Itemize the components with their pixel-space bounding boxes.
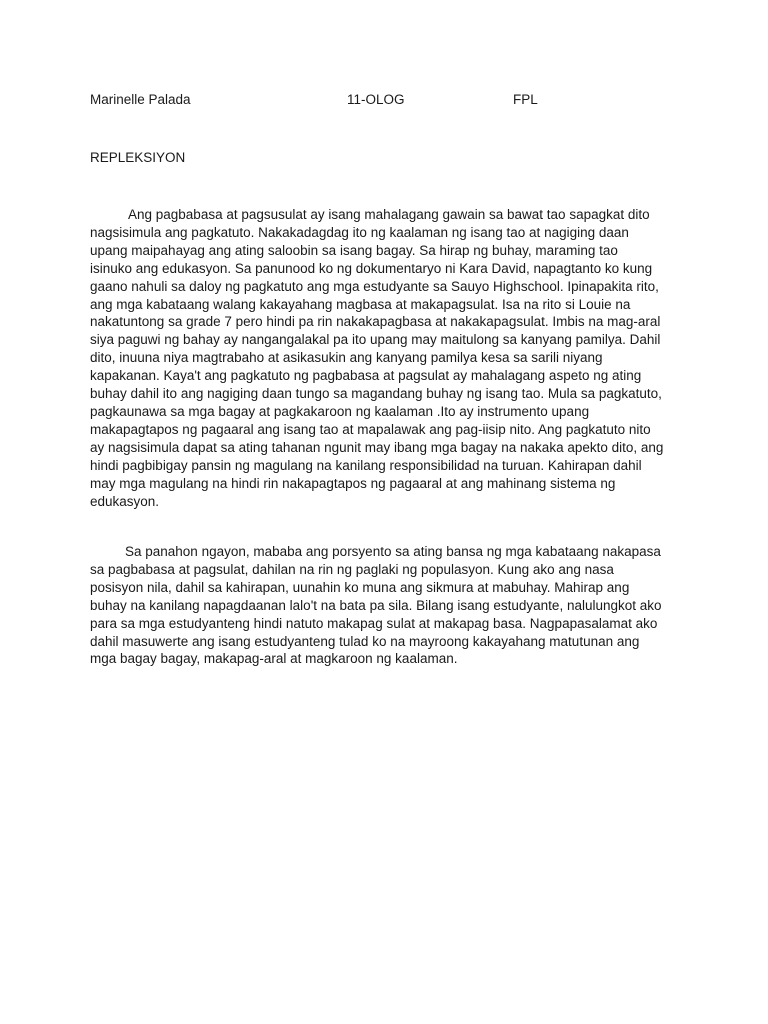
- paragraph-line: sa pagbabasa at pagsulat, dahilan na rin ng paglaki ng populasyon. Kung ako ang nasa: [90, 561, 614, 577]
- paragraph-line: dahil masuwerte ang isang estudyanteng tulad ko na mayroong kakayahang matutunan ang: [90, 633, 640, 649]
- paragraph-line: kapakanan. Kaya't ang pagkatuto ng pagbabasa at pagsulat ay mahalagang aspeto ng ating: [90, 368, 642, 384]
- paragraph-line: Sa panahon ngayon, mababa ang porsyento sa ating bansa ng mga kabataang nakapasa: [125, 544, 661, 559]
- document-header: [90, 92, 690, 110]
- student-name: Marinelle Palada: [90, 92, 191, 107]
- paragraph-line: dito, inuuna niya magtrabaho at asikasukin ang kanyang pamilya kesa sa sarili niyang: [90, 350, 603, 366]
- paragraph-line: buhay na kanilang napagdaanan lalo't na bata pa sila. Bilang isang estudyante, nalulungkot ako: [90, 597, 662, 613]
- paragraph-line: buhay dahil ito ang nagiging daan tungo sa magandang buhay ng isang tao. Mula sa pagkatuto,: [90, 386, 662, 402]
- paragraph-line: Ang pagbabasa at pagsusulat ay isang mahalagang gawain sa bawat tao sapagkat dito: [128, 207, 650, 222]
- paragraph-line: nakatuntong sa grade 7 pero hindi pa rin nakakapagbasa at nakakapagsulat. Imbis na mag-aral: [90, 314, 661, 330]
- paragraph-line: mga bagay bagay, makapag-aral at magkaroon ng kaalaman.: [90, 651, 458, 667]
- paragraph-line: gaano nahuli sa daloy ng pagkatuto ang mga estudyante sa Sauyo Highschool. Ipinapakita rito,: [90, 278, 659, 294]
- paragraph-line: makapagtapos ng pagaaral ang isang tao at mapalawak ang pag-iisip nito. Ang pagkatuto nito: [90, 421, 651, 437]
- paragraph-line: ang mga kabataang walang kakayahang magbasa at makapagsulat. Isa na rito si Louie na: [90, 296, 631, 312]
- paragraph-line: nagsisimula ang pagkatuto. Nakakadagdag ito ng kaalaman ng isang tao at nagiging daan: [90, 224, 629, 240]
- paragraph-line: may mga magulang na hindi rin nakapagtapos ng pagaaral at ang mahinang sistema ng: [90, 475, 616, 491]
- paragraph-line: siya paguwi ng bahay ay nangangalakal pa ito upang may maitulong sa kanyang pamilya. Dahil: [90, 332, 661, 348]
- subject-code: FPL: [513, 92, 538, 107]
- paragraph-2: [90, 543, 690, 668]
- paragraph-line: isinuko ang edukasyon. Sa panunood ko ng dokumentaryo ni Kara David, napagtanto ko kung: [90, 260, 653, 276]
- paragraph-line: hindi pagbibigay pansin ng magulang na kanilang responsibilidad na turuan. Kahirapan dahil: [90, 457, 642, 473]
- paragraph-line: pagkaunawa sa mga bagay at pagkakaroon ng kaalaman .Ito ay instrumento upang: [90, 403, 590, 419]
- student-section: 11-OLOG: [347, 92, 405, 107]
- paragraph-line: ay nagsisimula dapat sa ating tahanan ngunit may ibang mga bagay na nakaka apekto dito, ang: [90, 439, 664, 455]
- document-title: REPLEKSIYON: [90, 150, 186, 165]
- paragraph-line: upang maipahayag ang ating saloobin sa isang bagay. Sa hirap ng buhay, maraming tao: [90, 242, 618, 258]
- paragraph-line: edukasyon.: [90, 493, 160, 509]
- paragraph-line: posisyon nila, dahil sa kahirapan, uunahin ko muna ang sikmura at mabuhay. Mahirap ang: [90, 579, 630, 595]
- paragraph-1: [90, 206, 690, 510]
- paragraph-line: para sa mga estudyanteng hindi natuto makapag sulat at makapag basa. Nagpapasalamat ako: [90, 615, 658, 631]
